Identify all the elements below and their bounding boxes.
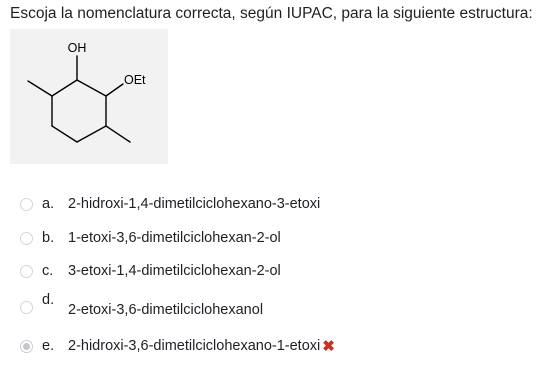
option-c[interactable] [20, 259, 281, 283]
option-text: 3-etoxi-1,4-dimetilciclohexan-2-ol [68, 263, 281, 279]
option-text: 2-hidroxi-1,4-dimetilciclohexano-3-etoxi [68, 196, 321, 212]
option-letter: a. [42, 196, 55, 212]
option-letter: b. [42, 230, 55, 246]
option-letter: d. [42, 292, 55, 308]
option-d[interactable] [20, 292, 264, 319]
radio-button[interactable] [20, 232, 33, 245]
option-letter: c. [42, 263, 54, 279]
radio-button[interactable] [20, 198, 33, 211]
question-text: Escoja la nomenclatura correcta, según IUPAC, para la siguiente estructura: [10, 5, 533, 22]
option-e[interactable] [20, 334, 335, 358]
close-icon: ✖ [322, 337, 335, 355]
option-b[interactable] [20, 226, 281, 250]
oet-label: OEt [124, 73, 146, 87]
option-a[interactable] [20, 192, 320, 216]
radio-button[interactable] [20, 301, 33, 314]
option-text: 2-etoxi-3,6-dimetilciclohexanol [68, 302, 264, 318]
radio-button-selected[interactable] [20, 340, 33, 353]
option-text: 2-hidroxi-3,6-dimetilciclohexano-1-etoxi [68, 338, 321, 354]
oh-label: OH [67, 41, 87, 55]
option-text: 1-etoxi-3,6-dimetilciclohexan-2-ol [68, 230, 281, 246]
radio-button[interactable] [20, 265, 33, 278]
option-letter: e. [42, 338, 55, 354]
